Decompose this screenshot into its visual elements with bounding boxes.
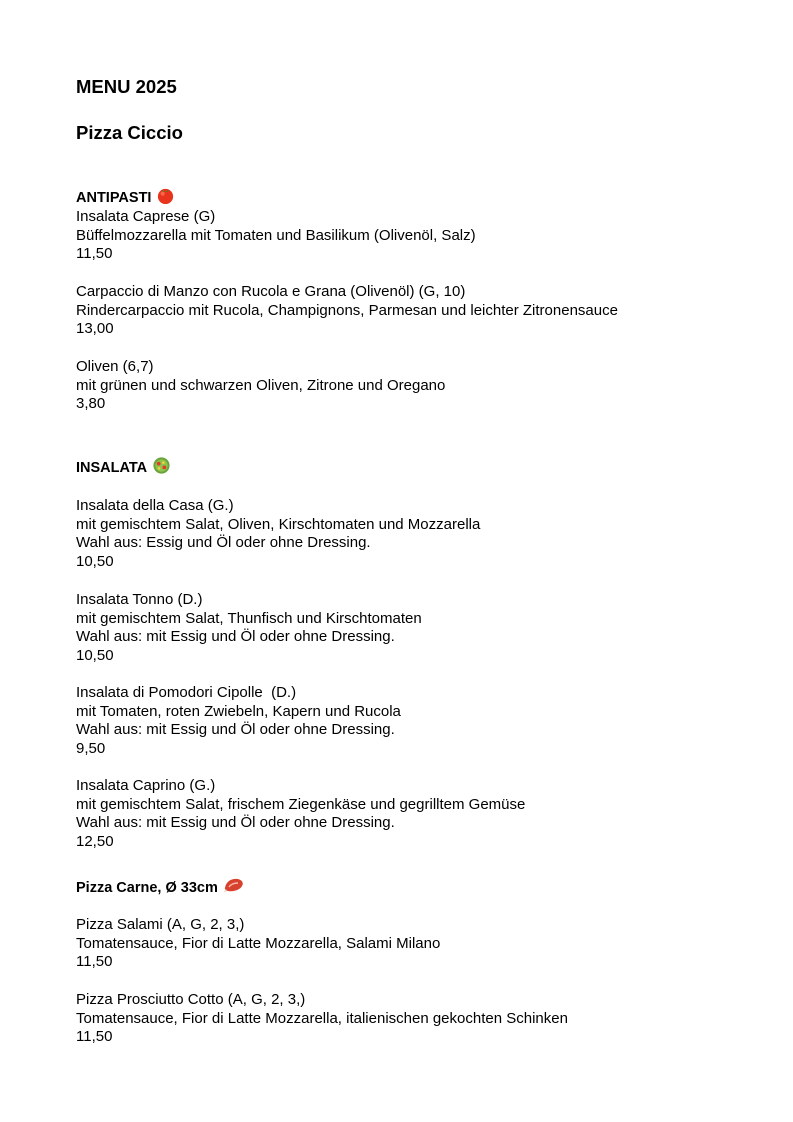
section-heading-label: INSALATA <box>76 460 148 476</box>
menu-item <box>76 358 445 414</box>
item-description: mit gemischtem Salat, Thunfisch und Kirschtomaten <box>76 609 422 627</box>
item-description: Tomatensauce, Fior di Latte Mozzarella, Salami Milano <box>76 934 441 952</box>
item-name: Oliven (6,7) <box>76 358 154 375</box>
item-note: Wahl aus: mit Essig und Öl oder ohne Dressing. <box>76 814 395 832</box>
menu-item <box>76 497 480 572</box>
item-note: Wahl aus: mit Essig und Öl oder ohne Dressing. <box>76 721 395 739</box>
item-name: Insalata di Pomodori Cipolle (D.) <box>76 684 297 701</box>
item-name: Pizza Salami (A, G, 2, 3,) <box>76 916 245 933</box>
section-heading-label: ANTIPASTI <box>76 190 152 206</box>
menu-item <box>76 991 568 1047</box>
meat-icon <box>223 876 245 900</box>
item-name: Insalata Tonno (D.) <box>76 591 203 608</box>
item-description: mit gemischtem Salat, frischem Ziegenkäse und gegrilltem Gemüse <box>76 795 526 813</box>
item-price: 10,50 <box>76 553 114 571</box>
item-note: Wahl aus: mit Essig und Öl oder ohne Dressing. <box>76 628 395 646</box>
item-name: Insalata Caprino (G.) <box>76 777 216 794</box>
menu-item <box>76 591 422 666</box>
item-name: Pizza Prosciutto Cotto (A, G, 2, 3,) <box>76 991 306 1008</box>
restaurant-name: Pizza Ciccio <box>76 122 183 143</box>
section-heading-pizza-carne <box>76 876 245 900</box>
item-description: mit Tomaten, roten Zwiebeln, Kapern und Rucola <box>76 702 401 720</box>
section-heading-insalata <box>76 456 171 481</box>
item-name: Insalata Caprese (G) <box>76 208 216 225</box>
item-description: Rindercarpaccio mit Rucola, Champignons, Parmesan und leichter Zitronensauce <box>76 301 618 319</box>
item-price: 3,80 <box>76 395 106 413</box>
menu-item <box>76 777 525 852</box>
item-price: 11,50 <box>76 953 113 971</box>
menu-item <box>76 283 618 339</box>
menu-item <box>76 916 440 972</box>
item-name: Insalata della Casa (G.) <box>76 497 234 514</box>
item-price: 13,00 <box>76 320 114 338</box>
menu-title: MENU 2025 <box>76 76 177 97</box>
item-description: mit grünen und schwarzen Oliven, Zitrone und Oregano <box>76 376 446 394</box>
item-name: Carpaccio di Manzo con Rucola e Grana (Olivenöl) (G, 10) <box>76 283 466 300</box>
item-description: Büffelmozzarella mit Tomaten und Basilikum (Olivenöl, Salz) <box>76 226 476 244</box>
menu-item <box>76 208 476 264</box>
item-note: Wahl aus: Essig und Öl oder ohne Dressing. <box>76 534 371 552</box>
item-price: 11,50 <box>76 1028 113 1046</box>
item-price: 12,50 <box>76 833 114 851</box>
item-price: 11,50 <box>76 245 113 263</box>
item-price: 9,50 <box>76 740 106 758</box>
item-price: 10,50 <box>76 647 114 665</box>
salad-icon <box>152 456 171 481</box>
item-description: mit gemischtem Salat, Oliven, Kirschtomaten und Mozzarella <box>76 515 481 533</box>
item-description: Tomatensauce, Fior di Latte Mozzarella, italienischen gekochten Schinken <box>76 1009 568 1027</box>
section-heading-label: Pizza Carne, Ø 33cm <box>76 879 218 896</box>
menu-item <box>76 684 401 759</box>
